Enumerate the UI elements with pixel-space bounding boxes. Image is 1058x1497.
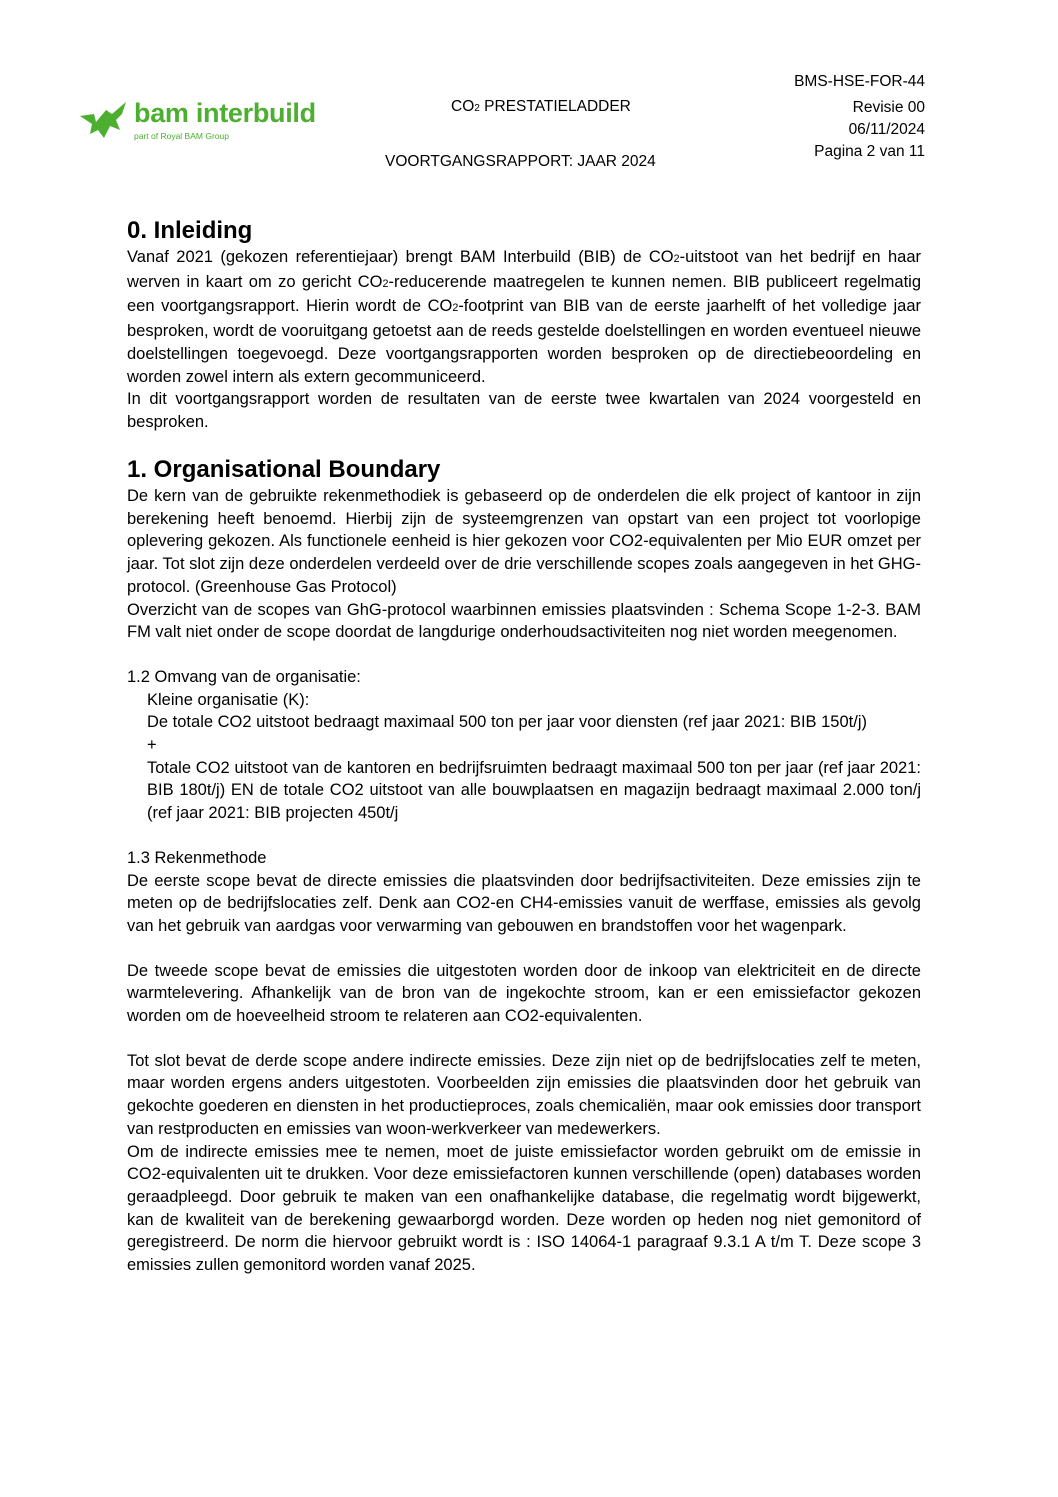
section-heading: 1. Organisational Boundary: [127, 456, 441, 483]
section-introduction: [127, 216, 921, 434]
paragraph: Vanaf 2021 (gekozen referentiejaar) brengt BAM Interbuild (BIB) de CO2-uitstoot van het bedrijf en haar werven in kaart om zo gericht CO2-reducerende maatregelen te kunnen nemen. BIB publiceert regelmatig een voortgangsrapport. Hierin wordt de CO2-footprint van BIB van de eerste jaarhelft of het volledige jaar besproken, wordt de vooruitgang getoetst aan de reeds gestelde doelstellingen en worden eventueel nieuwe doelstellingen toegevoegd. Deze voortgangsrapporten worden besproken op de directiebeoordeling en worden zowel intern als extern gecommuniceerd.: [127, 248, 922, 386]
document-date: 06/11/2024: [848, 121, 925, 138]
document-code: BMS-HSE-FOR-44: [794, 73, 925, 90]
logo-tagline: part of Royal BAM Group: [134, 131, 229, 141]
section-organisational-boundary: [127, 455, 921, 1277]
list-item: Kleine organisatie (K):: [147, 690, 310, 709]
paragraph: Overzicht van de scopes van GhG-protocol waarbinnen emissies plaatsvinden : Schema Scope 1-2-3. BAM FM valt niet onder de scope doordat de langdurige onderhoudsactiviteiten nog niet worden meegenomen.: [127, 600, 921, 642]
paragraph: De eerste scope bevat de directe emissies die plaatsvinden door bedrijfsactiviteiten. Deze emissies zijn te meten op de bedrijfslocaties zelf. Denk aan CO2-en CH4-emissies vanuit de werffase, emissies als gevolg van het gebruik van aardgas voor verwarming van gebouwen en brandstoffen voor het wagenpark.: [127, 871, 921, 935]
paragraph: Tot slot bevat de derde scope andere indirecte emissies. Deze zijn niet op de bedrijfslocaties zelf te meten, maar worden ergens anders uitgestoten. Voorbeelden zijn emissies die plaatsvinden door het gebruik van gekochte goederen en diensten in het productieproces, zoals chemicaliën, maar ook emissies door transport van restproducten en emissies van woon-werkverkeer van medewerkers.: [127, 1051, 921, 1138]
list-item: De totale CO2 uitstoot bedraagt maximaal 500 ton per jaar voor diensten (ref jaar 2021: BIB 150t/j): [147, 713, 867, 732]
paragraph: De tweede scope bevat de emissies die uitgestoten worden door de inkoop van elektriciteit en de directe warmtelevering. Afhankelijk van de bron van de ingekochte stroom, kan er een emissiefactor gekozen worden om de hoeveelheid stroom te relateren aan CO2-equivalenten.: [127, 961, 921, 1026]
logo-wordmark: bam interbuild: [134, 98, 316, 128]
page-number: Pagina 2 van 11: [814, 143, 925, 160]
bam-logo-icon: [76, 100, 132, 144]
document-revision: Revisie 00: [852, 99, 925, 116]
paragraph: In dit voortgangsrapport worden de resultaten van de eerste twee kwartalen van 2024 voorgesteld en besproken.: [127, 390, 921, 431]
header-title: CO2 PRESTATIELADDER: [451, 98, 631, 115]
plus-sign: +: [147, 736, 157, 755]
company-logo: [76, 100, 346, 144]
header-report-title: VOORTGANGSRAPPORT: JAAR 2024: [385, 153, 656, 170]
subsection-title: 1.3 Rekenmethode: [127, 848, 267, 867]
list-item: Totale CO2 uitstoot van de kantoren en bedrijfsruimten bedraagt maximaal 500 ton per jaar (ref jaar 2021: BIB 180t/j) EN de totale CO2 uitstoot van alle bouwplaatsen en magazijn bedraagt maximaal 2.000 ton/j (ref jaar 2021: BIB projecten 450t/j: [147, 758, 921, 823]
subsection-title: 1.2 Omvang van de organisatie:: [127, 667, 361, 686]
section-heading: 0. Inleiding: [127, 217, 253, 244]
paragraph: Om de indirecte emissies mee te nemen, moet de juiste emissiefactor worden gebruikt om de emissie in CO2-equivalenten uit te drukken. Voor deze emissiefactoren kunnen verschillende (open) databases worden geraadpleegd. Door gebruik te maken van een onafhankelijke database, die regelmatig wordt bijgewerkt, kan de kwaliteit van de berekening gewaarborgd worden. Deze worden op heden nog niet gemonitord of geregistreerd. De norm die hiervoor gebruikt wordt is : ISO 14064-1 paragraaf 9.3.1 A t/m T. Deze scope 3 emissies zullen gemonitord worden vanaf 2025.: [127, 1142, 921, 1275]
paragraph: De kern van de gebruikte rekenmethodiek is gebaseerd op de onderdelen die elk project of kantoor in zijn berekening heeft benoemd. Hierbij zijn de systeemgrenzen van opstart van een project tot voorlopige oplevering gekozen. Als functionele eenheid is hier gekozen voor CO2-equivalenten per Mio EUR omzet per jaar. Tot slot zijn deze onderdelen verdeeld over de drie verschillende scopes zoals aangegeven in het GHG-protocol. (Greenhouse Gas Protocol): [127, 487, 921, 596]
